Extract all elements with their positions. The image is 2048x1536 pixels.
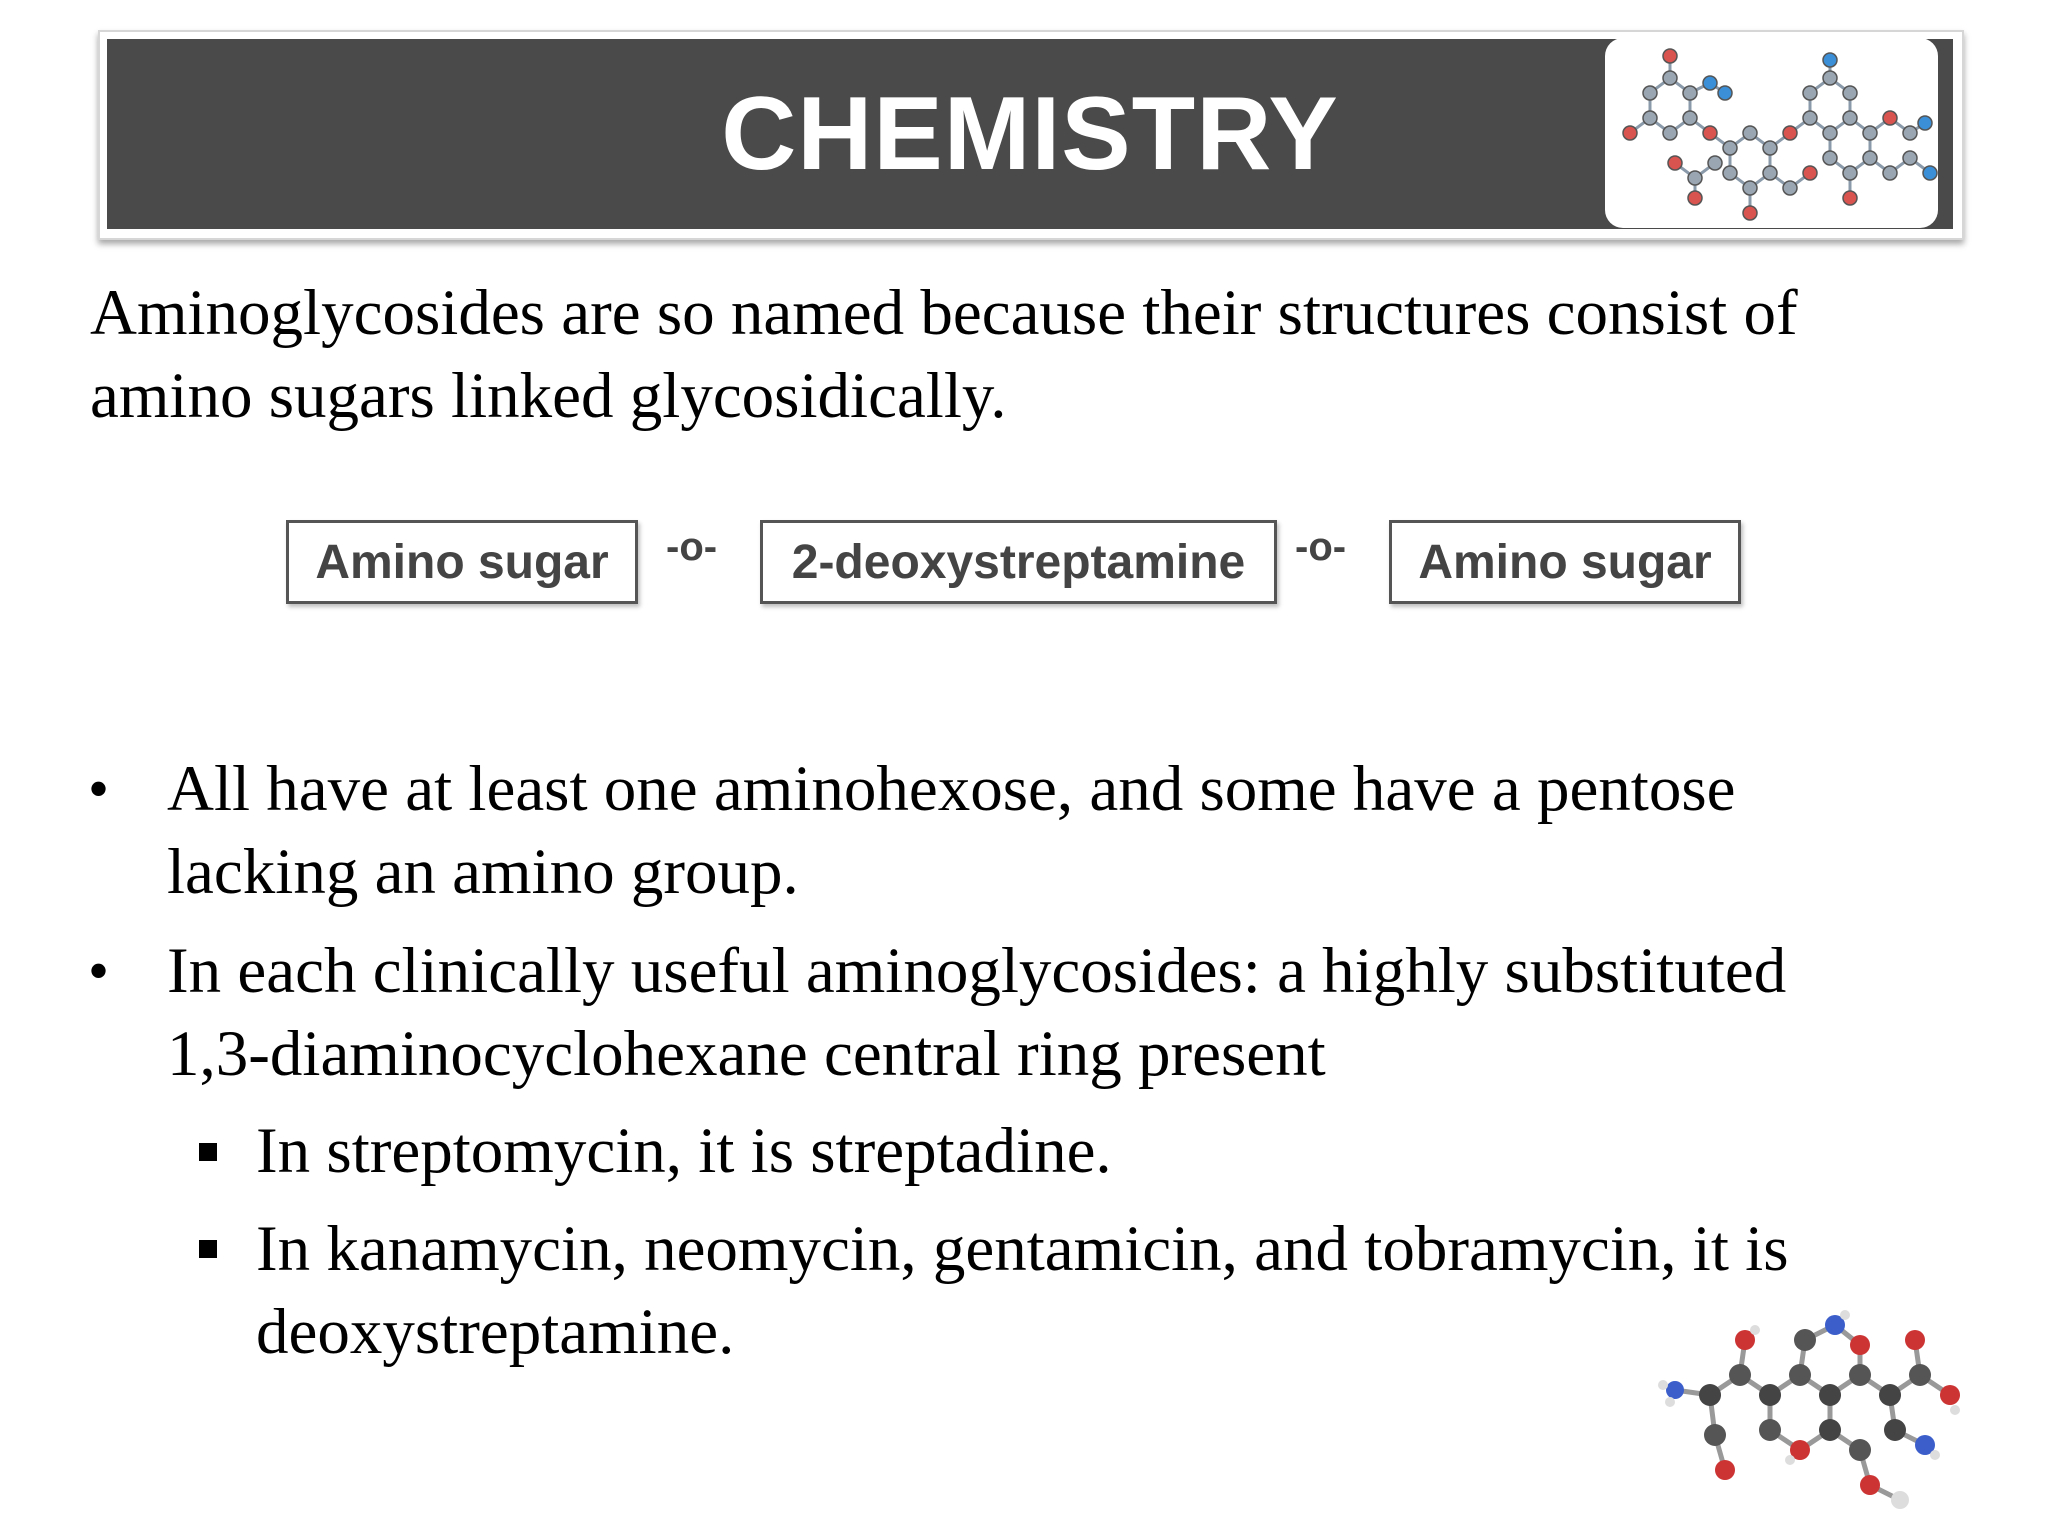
bullet-marker: • xyxy=(88,938,110,1004)
amino-sugar-box-right: Amino sugar xyxy=(1389,520,1741,604)
subbullet-marker xyxy=(199,1240,217,1258)
slide-title: CHEMISTRY xyxy=(721,75,1339,192)
amino-sugar-box-left: Amino sugar xyxy=(286,520,638,604)
deoxystreptamine-box: 2-deoxystreptamine xyxy=(760,520,1277,604)
intro-line-2: amino sugars linked glycosidically. xyxy=(90,360,1007,432)
subbullet-marker xyxy=(199,1143,217,1161)
bullet-1-line-2: lacking an amino group. xyxy=(167,836,799,908)
intro-paragraph xyxy=(90,272,1970,438)
intro-line-1: Aminoglycosides are so named because their structures consist of xyxy=(90,277,1798,349)
subbullet-1-line-1: In streptomycin, it is streptadine. xyxy=(256,1115,1112,1187)
bullet-2-line-1: In each clinically useful aminoglycosides: a highly substituted xyxy=(167,935,1787,1007)
ball-and-stick-molecule-icon xyxy=(1655,1300,1975,1520)
subbullet-2-line-1: In kanamycin, neomycin, gentamicin, and tobramycin, it is xyxy=(256,1213,1789,1285)
bullet-2-line-2: 1,3-diaminocyclohexane central ring present xyxy=(167,1018,1326,1090)
bullet-1-line-1: All have at least one aminohexose, and some have a pentose xyxy=(167,753,1736,825)
subbullet-2-line-2: deoxystreptamine. xyxy=(256,1296,735,1368)
glycosidic-link-left: -o- xyxy=(666,525,718,569)
glycosidic-link-right: -o- xyxy=(1295,525,1347,569)
bullet-marker: • xyxy=(88,756,110,822)
molecule-network-icon xyxy=(1605,38,1938,228)
